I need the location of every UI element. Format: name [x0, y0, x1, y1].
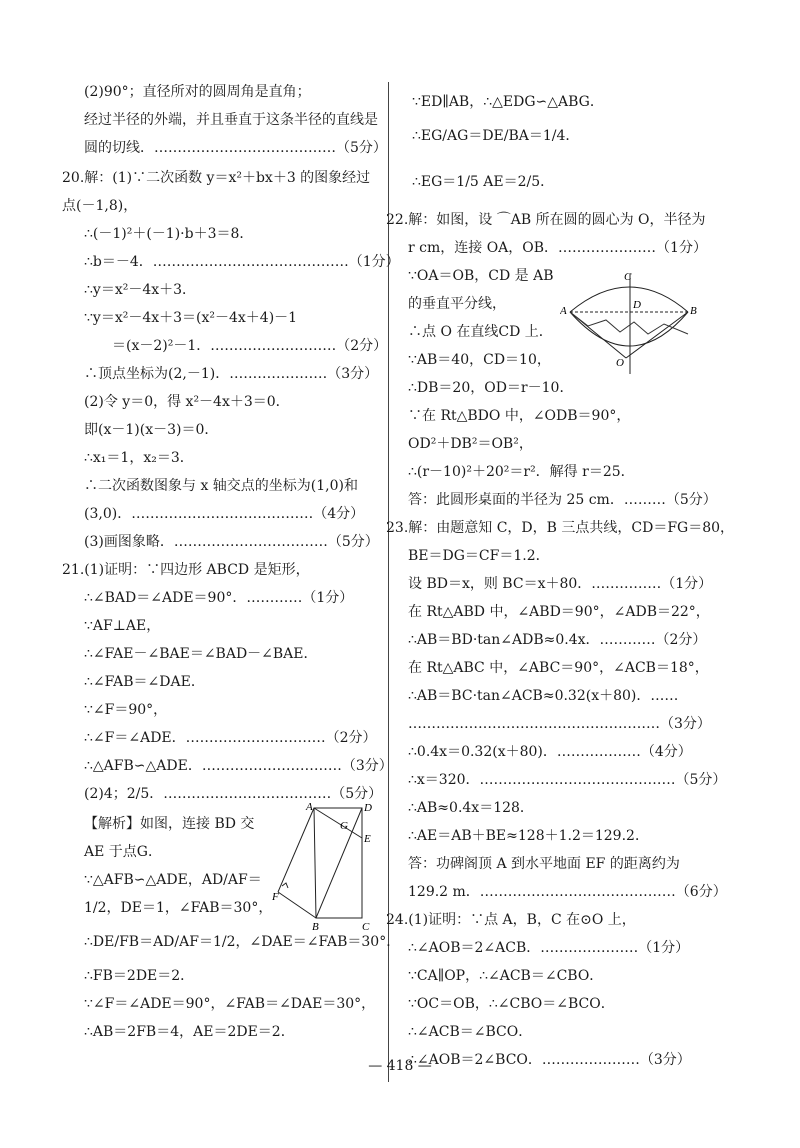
text-line: ∴DE/FB＝AD/AF＝1/2，∠DAE＝∠FAB＝30°．	[84, 934, 401, 950]
text-line: 在 Rt△ABD 中，∠ABD＝90°，∠ADB＝22°，	[408, 604, 710, 620]
text-line: ∵∠F＝∠ADE＝90°，∠FAB＝∠DAE＝30°，	[84, 996, 376, 1012]
text-line: ∴∠FAB＝∠DAE．	[84, 674, 205, 690]
label-C: C	[362, 921, 370, 932]
text-line: ＝(x－2)²－1．………………………（2分）	[84, 338, 388, 354]
text-line: AE 于点G．	[84, 844, 162, 860]
label-D: D	[364, 802, 372, 814]
text-line: 点(－1,8)，	[62, 198, 138, 214]
label-O: O	[616, 357, 624, 369]
text-line: 的垂直平分线，	[408, 296, 506, 312]
figure-21-diagram	[272, 802, 382, 932]
text-line: ∴EG＝1/5 AE＝2/5．	[412, 174, 555, 190]
problem-24-header: 24.(1)证明：∵点 A，B，C 在⊙O 上，	[386, 912, 636, 928]
text-line: ∴(－1)²＋(－1)·b＋3＝8．	[84, 226, 254, 242]
text-line: ∴△AFB∽△ADE．…………………………（3分）	[84, 758, 393, 774]
text-line: ∵OA＝OB，CD 是 AB	[408, 268, 554, 284]
text-line: (2)令 y＝0，得 x²－4x＋3＝0．	[84, 394, 290, 410]
problem-23-header: 23.解：由题意知 C，D，B 三点共线，CD＝FG＝80，	[386, 520, 735, 536]
figure-22-diagram	[560, 270, 700, 378]
text-line: 1/2，DE＝1，∠FAB＝30°，	[84, 900, 273, 916]
label-F: F	[272, 891, 279, 903]
text-line: (2)90°；直径所对的圆周角是直角；	[84, 84, 311, 100]
problem-21-header: 21.(1)证明：∵四边形 ABCD 是矩形，	[62, 562, 310, 578]
text-line: ∴二次函数图象与 x 轴交点的坐标为(1,0)和	[84, 478, 358, 494]
text-line: 在 Rt△ABC 中，∠ABC＝90°，∠ACB＝18°，	[408, 660, 709, 676]
text-line: 答：此圆形桌面的半径为 25 cm．………（5分）	[408, 492, 717, 508]
text-line: ∵AB＝40，CD＝10，	[408, 352, 551, 368]
label-A: A	[560, 305, 567, 317]
text-line: ∵∠F＝90°，	[84, 702, 168, 718]
text-line: ∴AE＝AB＋BE≈128＋1.2＝129.2．	[408, 828, 649, 844]
text-line: ∴AB≈0.4x＝128．	[408, 800, 534, 816]
text-line: ∴y＝x²－4x＋3．	[84, 282, 197, 298]
text-line: ∴b＝－4．……………………………………（1分）	[84, 254, 400, 270]
text-line: ∴(r－10)²＋20²＝r²．解得 r＝25．	[408, 464, 635, 480]
label-B: B	[690, 305, 697, 317]
text-line: (3,0)．…………………………………（4分）	[84, 506, 365, 522]
text-line: 129.2 m．……………………………………（6分）	[408, 884, 727, 900]
text-line: 经过半径的外端，并且垂直于这条半径的直线是	[84, 112, 378, 128]
text-line: ∴DB＝20，OD＝r－10．	[408, 380, 574, 396]
text-line: 即(x－1)(x－3)＝0．	[84, 422, 219, 438]
label-C: C	[624, 271, 632, 283]
text-line: ∵y＝x²－4x＋3＝(x²－4x＋4)－1	[84, 310, 298, 326]
label-B: B	[312, 921, 319, 932]
label-A: A	[306, 802, 313, 813]
label-G: G	[340, 820, 348, 832]
text-line: ∴∠ACB＝∠BCO．	[408, 1024, 533, 1040]
text-line: ∴∠BAD＝∠ADE＝90°．…………（1分）	[84, 590, 354, 606]
text-line: ∴x＝320．……………………………………（5分）	[408, 772, 727, 788]
text-line: ∴EG/AG＝DE/BA＝1/4．	[412, 128, 580, 144]
text-line: ∴AB＝BD·tan∠ADB≈0.4x．…………（2分）	[408, 632, 707, 648]
text-line: ∵在 Rt△BDO 中，∠ODB＝90°，	[408, 408, 631, 424]
text-line: OD²＋DB²＝OB²，	[408, 436, 533, 452]
page-number: — 418 —	[368, 1058, 432, 1074]
text-line: ∵CA∥OP，∴∠ACB＝∠CBO．	[408, 968, 604, 984]
text-line: ∴AB＝BC·tan∠ACB≈0.32(x＋80)．……	[408, 688, 679, 704]
text-line: ∴∠F＝∠ADE．…………………………（2分）	[84, 730, 377, 746]
text-line: ∵OC＝OB，∴∠CBO＝∠BCO．	[408, 996, 615, 1012]
text-line: (2)4；2/5．………………………………（5分）	[84, 786, 383, 802]
text-line: ∴顶点坐标为(2,－1)．…………………（3分）	[84, 366, 379, 382]
analysis-label: 【解析】如图，连接 BD 交	[84, 816, 255, 832]
label-E: E	[364, 833, 371, 845]
text-line: ∴∠FAE－∠BAE＝∠BAD－∠BAE．	[84, 646, 318, 662]
text-line: r cm，连接 OA，OB．…………………（1分）	[408, 240, 707, 256]
problem-22-header: 22.解：如图，设 ⌒AB 所在圆的圆心为 O，半径为	[386, 212, 706, 228]
label-D: D	[633, 299, 641, 311]
text-line: 圆的切线．…………………………………（5分）	[84, 140, 387, 156]
text-line: (3)画图象略．……………………………（5分）	[84, 534, 379, 550]
text-line: ∴x₁＝1，x₂＝3．	[84, 450, 194, 466]
text-line: ∴AB＝2FB＝4，AE＝2DE＝2．	[84, 1024, 295, 1040]
text-line: ∵△AFB∽△ADE，AD/AF＝	[84, 872, 262, 888]
problem-20-header: 20.解：(1)∵二次函数 y＝x²＋bx＋3 的图象经过	[62, 170, 371, 186]
text-line: ∴0.4x＝0.32(x＋80)．………………（4分）	[408, 744, 692, 760]
text-line: ∵ED∥AB，∴△EDG∽△ABG．	[412, 94, 604, 110]
text-line: ∵AF⊥AE，	[84, 618, 161, 634]
text-line: ∴∠AOB＝2∠ACB．…………………（1分）	[408, 940, 690, 956]
text-line: ∴点 O 在直线CD 上．	[408, 324, 553, 340]
text-line: BE＝DG＝CF＝1.2．	[408, 548, 550, 564]
text-line: ………………………………………………（3分）	[408, 716, 711, 732]
text-line: 设 BD＝x，则 BC＝x＋80．……………（1分）	[408, 576, 713, 592]
text-line: ∴FB＝2DE＝2．	[84, 968, 195, 984]
text-line: 答：功碑阁顶 A 到水平地面 EF 的距离约为	[408, 856, 680, 872]
text-line: ∴∠AOB＝2∠BCO．…………………（3分）	[408, 1052, 691, 1068]
